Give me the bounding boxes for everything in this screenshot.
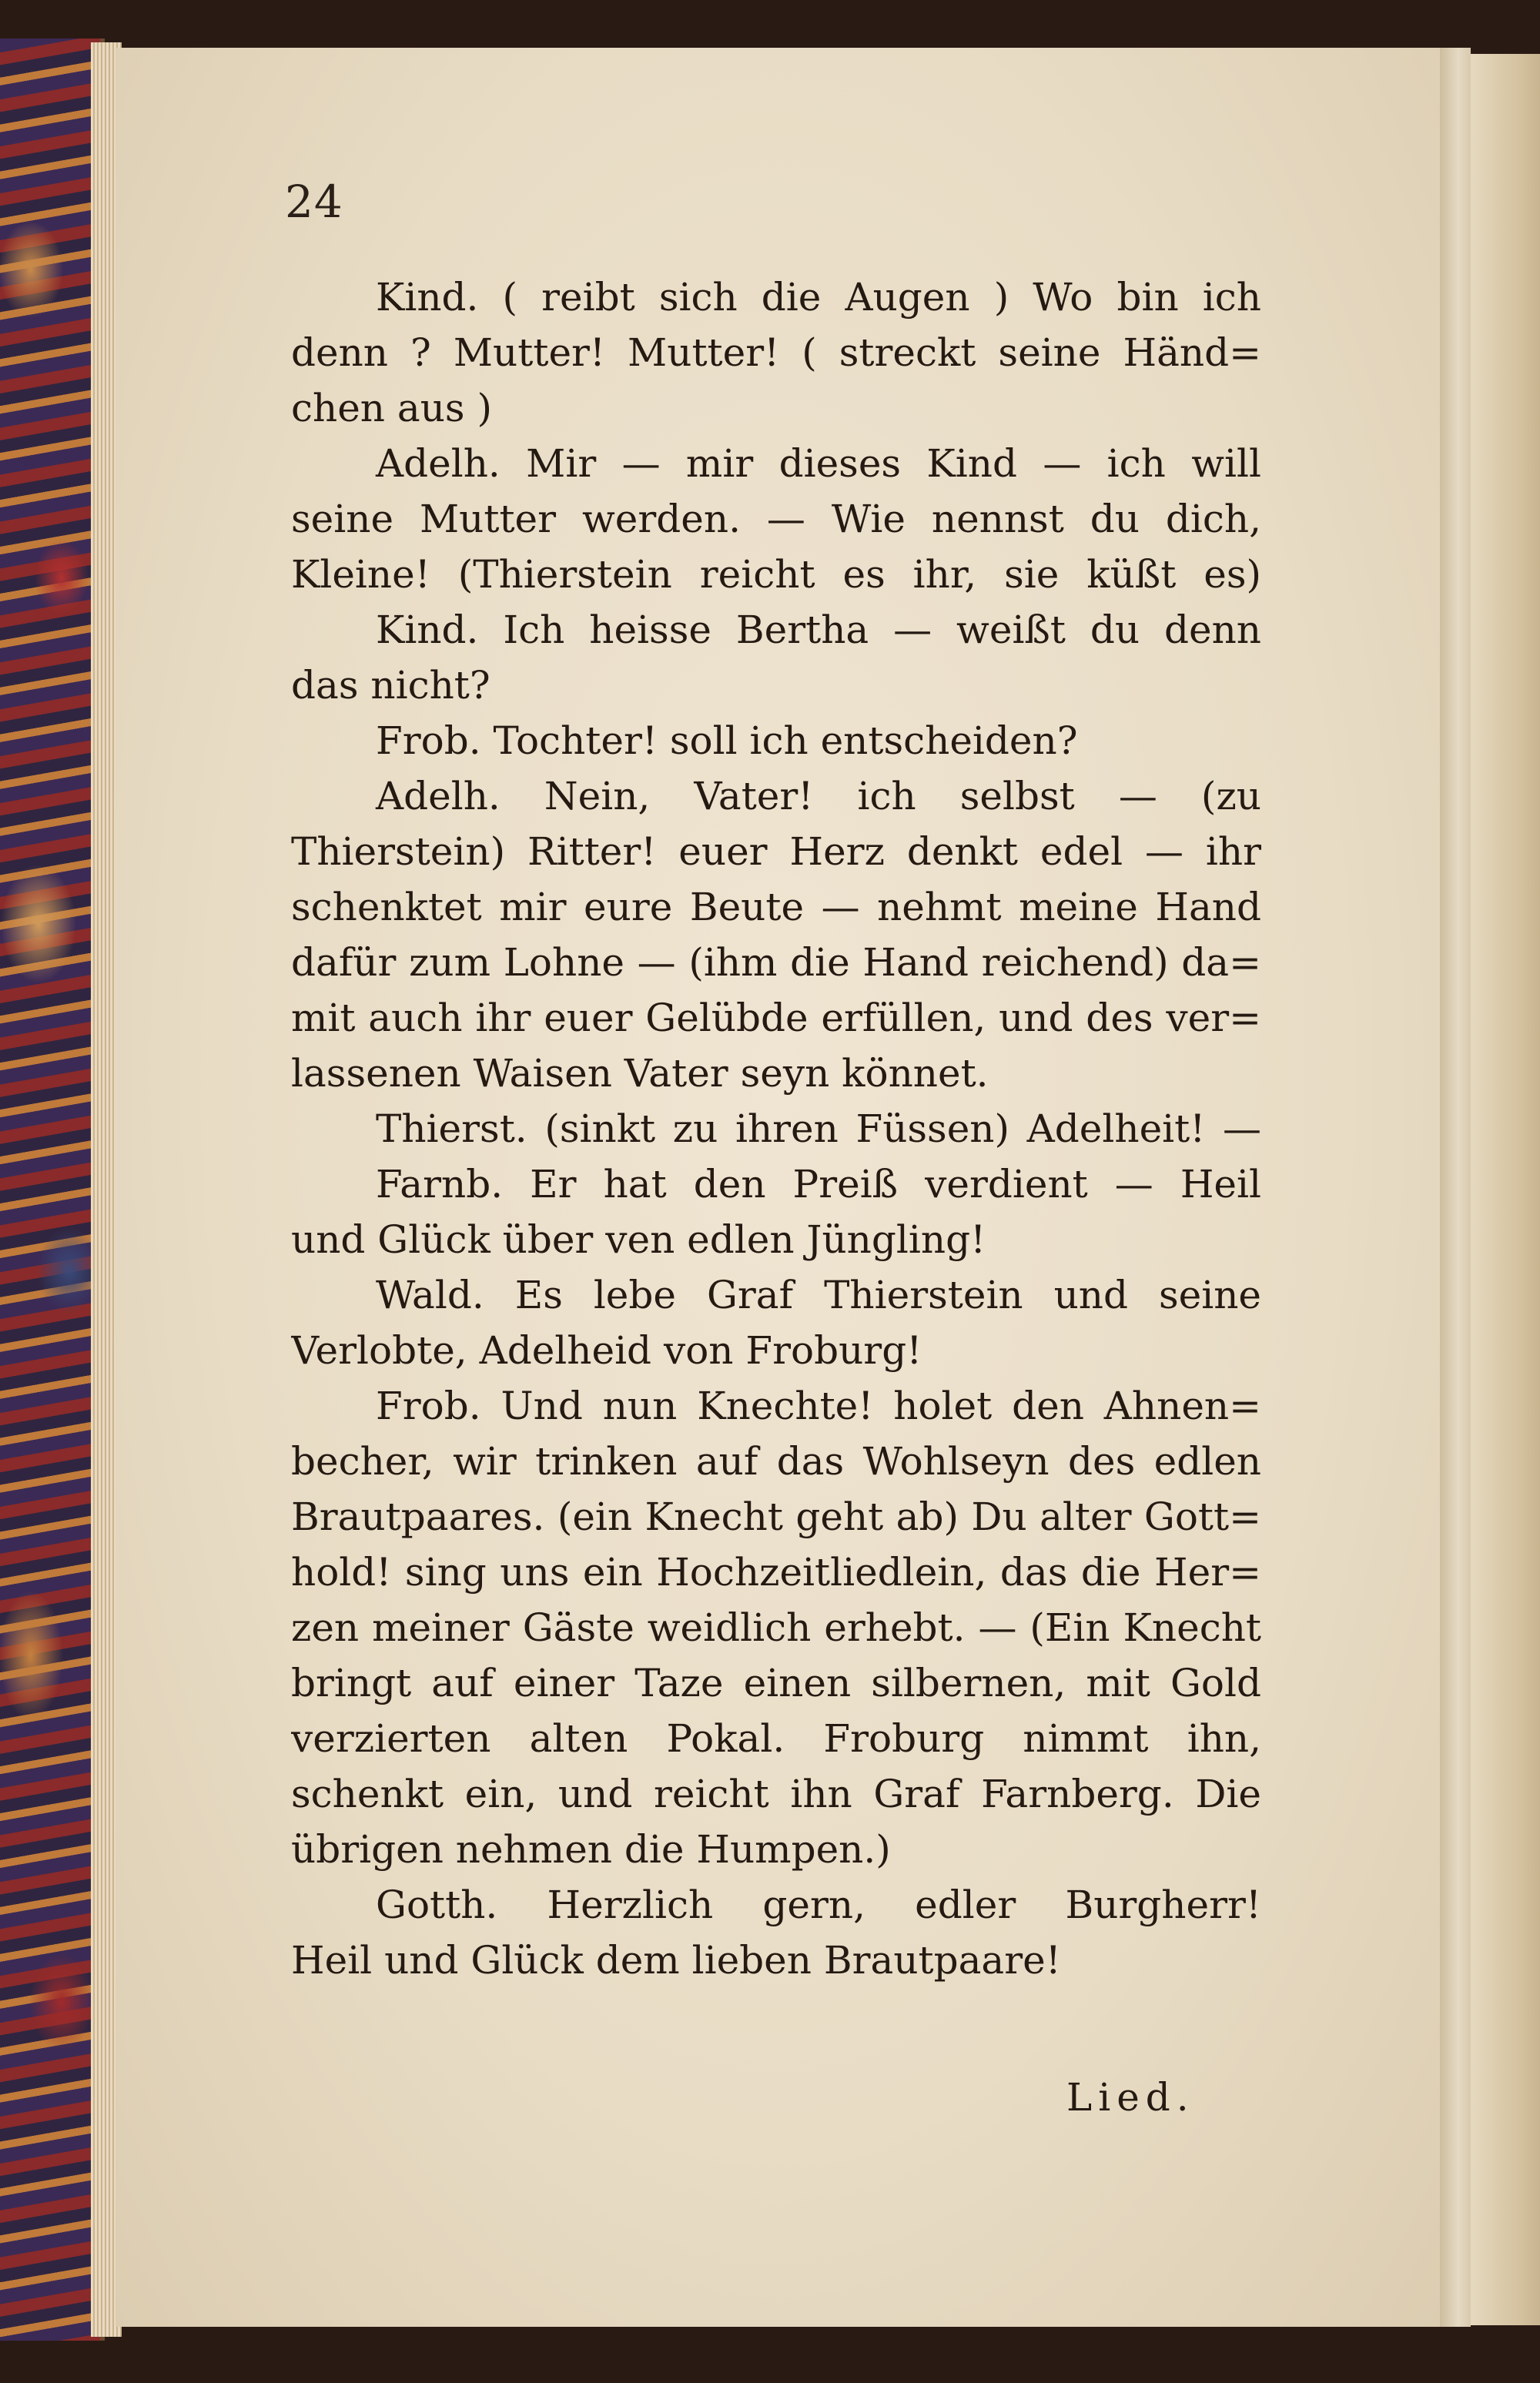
text-line <box>291 325 1261 380</box>
text-line-content: chen aus ) <box>291 386 492 430</box>
text-line-content: Gotth. Herzlich gern, edler Burgherr! <box>376 1883 1261 1927</box>
text-line-content: Heil und Glück dem lieben Brautpaare! <box>291 1938 1061 1983</box>
text-line <box>291 1877 1261 1933</box>
text-line <box>291 1766 1261 1822</box>
text-line-content: Brautpaares. (ein Knecht geht ab) Du alter Gott= <box>291 1494 1261 1539</box>
page-text <box>291 269 1261 1988</box>
text-line-content: seine Mutter werden. — Wie nennst du dich, <box>291 497 1261 541</box>
text-line <box>291 1101 1261 1156</box>
text-line <box>291 1323 1261 1378</box>
text-line-content: verzierten alten Pokal. Froburg nimmt ihn, <box>291 1716 1261 1761</box>
text-line-content: schenktet mir eure Beute — nehmt meine Hand <box>291 885 1261 929</box>
marbled-cover-board <box>0 38 105 2341</box>
text-line-content: lassenen Waisen Vater seyn könnet. <box>291 1051 989 1096</box>
text-line <box>291 1212 1261 1267</box>
text-line-content: becher, wir trinken auf das Wohlseyn des edlen <box>291 1439 1261 1484</box>
text-line <box>291 1545 1261 1600</box>
text-line-content: Frob. Tochter! soll ich entscheiden? <box>376 718 1078 763</box>
text-line <box>291 935 1261 990</box>
text-line <box>291 658 1261 713</box>
text-line-content: Verlobte, Adelheid von Froburg! <box>291 1328 922 1373</box>
text-line-content: hold! sing uns ein Hochzeitliedlein, das die Her= <box>291 1550 1261 1595</box>
text-line <box>291 1600 1261 1655</box>
text-line <box>291 1434 1261 1489</box>
text-line <box>291 380 1261 436</box>
text-line <box>291 1046 1261 1101</box>
text-line-content: bringt auf einer Taze einen silbernen, mit Gold <box>291 1661 1261 1705</box>
text-line-content: Kind. Ich heisse Bertha — weißt du denn <box>376 607 1261 652</box>
text-line-content: Farnb. Er hat den Preiß verdient — Heil <box>376 1162 1261 1207</box>
text-line <box>291 768 1261 824</box>
facing-page-edge <box>1471 54 1540 2325</box>
text-line-content: schenkt ein, und reicht ihn Graf Farnberg. Die <box>291 1772 1261 1816</box>
text-line-content: zen meiner Gäste weidlich erhebt. — (Ein Knecht <box>291 1605 1261 1650</box>
text-line-content: mit auch ihr euer Gelübde erfüllen, und des ver= <box>291 996 1261 1040</box>
text-line <box>291 713 1261 768</box>
text-line <box>291 824 1261 879</box>
text-line <box>291 269 1261 325</box>
text-line-content: Frob. Und nun Knechte! holet den Ahnen= <box>376 1384 1261 1428</box>
text-line <box>291 1378 1261 1434</box>
catchword: Lied. <box>1066 2075 1195 2120</box>
text-line-content: Thierstein) Ritter! euer Herz denkt edel — ihr <box>291 829 1261 874</box>
page-number: 24 <box>285 176 343 228</box>
text-line-content: und Glück über ven edlen Jüngling! <box>291 1217 986 1262</box>
text-line-content: das nicht? <box>291 663 490 708</box>
text-line-content: Thierst. (sinkt zu ihren Füssen) Adelheit! — <box>376 1106 1261 1151</box>
text-line <box>291 1822 1261 1877</box>
text-line-content: Kleine! (Thierstein reicht es ihr, sie küßt es) <box>291 552 1261 597</box>
book-gutter <box>1440 48 1471 2327</box>
text-line <box>291 1156 1261 1212</box>
text-line-content: denn ? Mutter! Mutter! ( streckt seine Händ= <box>291 330 1261 375</box>
text-line <box>291 436 1261 491</box>
text-line <box>291 1711 1261 1766</box>
text-line <box>291 990 1261 1046</box>
text-line-content: Adelh. Nein, Vater! ich selbst — (zu <box>376 774 1261 818</box>
text-line-content: übrigen nehmen die Humpen.) <box>291 1827 891 1872</box>
text-line <box>291 1655 1261 1711</box>
text-line-content: Adelh. Mir — mir dieses Kind — ich will <box>376 441 1261 486</box>
text-line <box>291 879 1261 935</box>
text-line <box>291 1933 1261 1988</box>
text-line <box>291 547 1261 602</box>
text-line-content: dafür zum Lohne — (ihm die Hand reichend) da= <box>291 940 1261 985</box>
text-line <box>291 1267 1261 1323</box>
text-line <box>291 491 1261 547</box>
text-line-content: Wald. Es lebe Graf Thierstein und seine <box>376 1273 1261 1317</box>
text-line <box>291 1489 1261 1545</box>
text-line <box>291 602 1261 658</box>
text-line-content: Kind. ( reibt sich die Augen ) Wo bin ich <box>376 275 1261 320</box>
